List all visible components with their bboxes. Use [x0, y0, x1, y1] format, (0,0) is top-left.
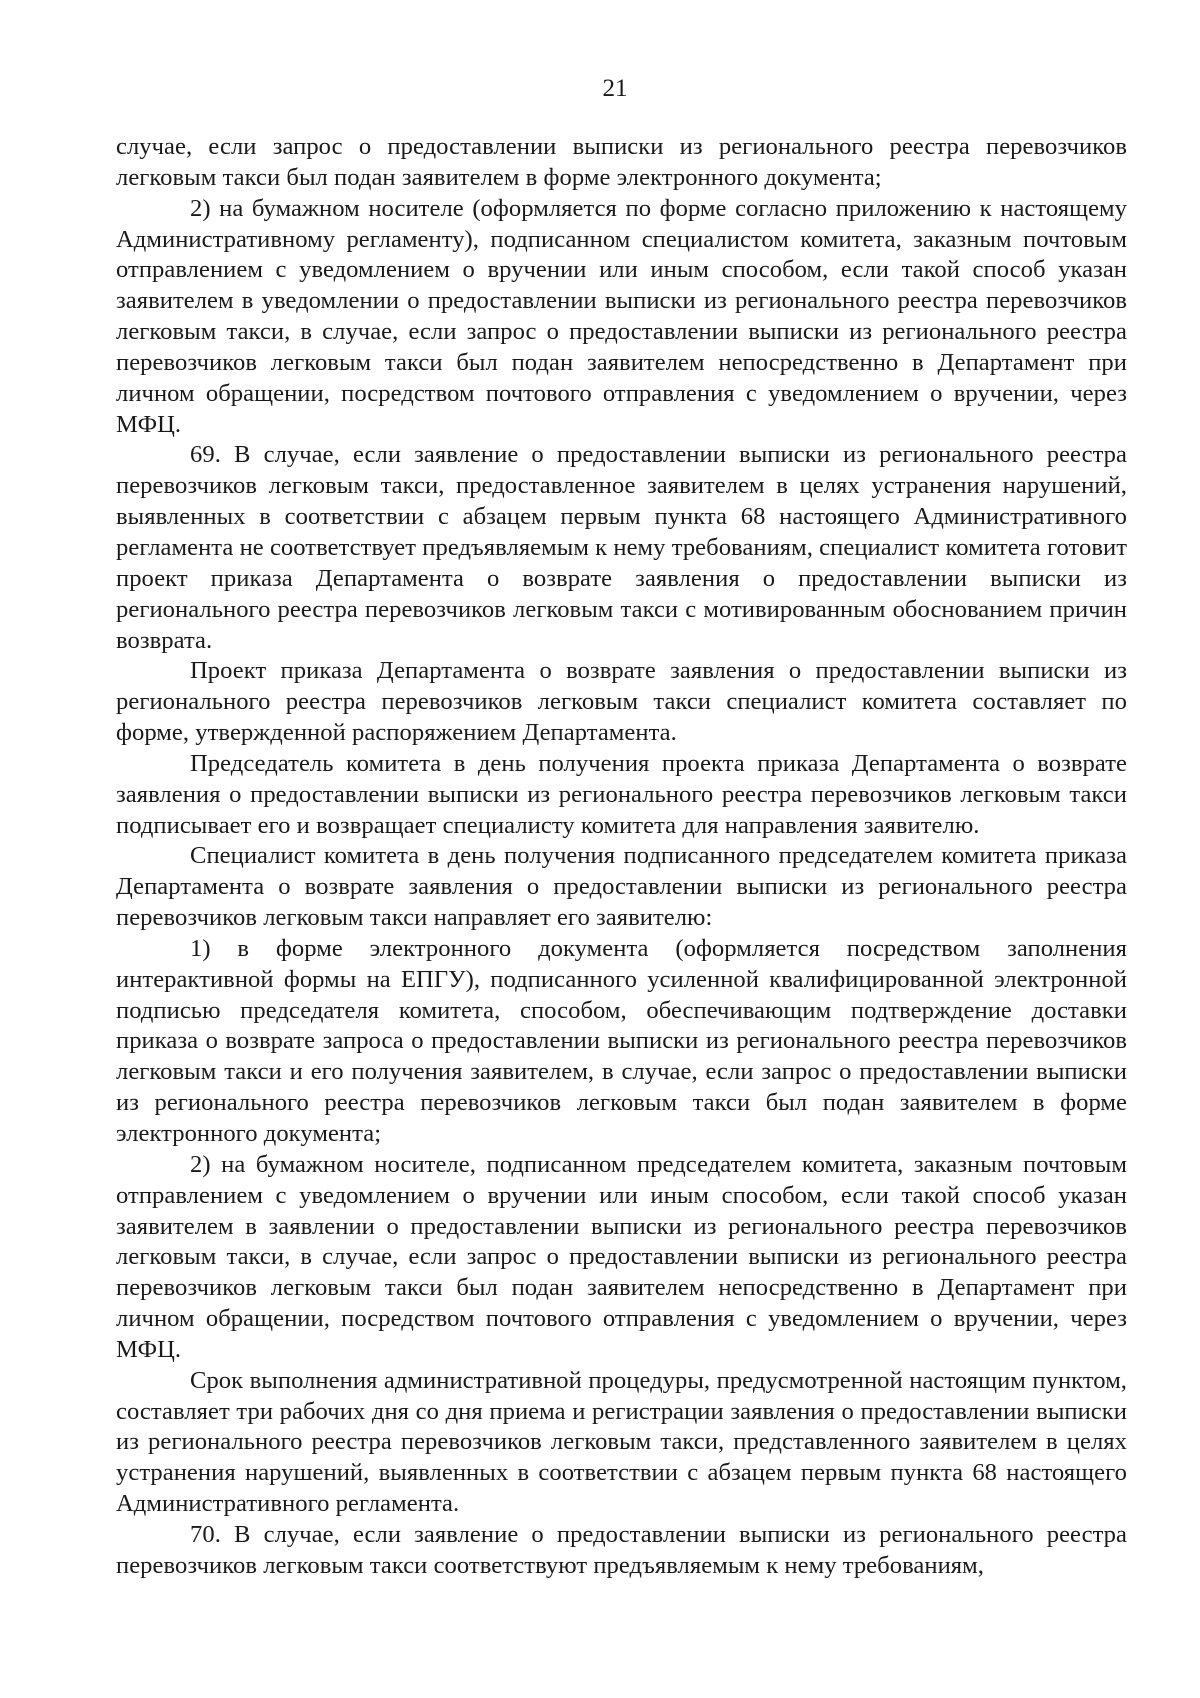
page-number: 21: [602, 75, 628, 102]
document-body: [116, 132, 1127, 1582]
paragraph-chairman: Председатель комитета в день получения проекта приказа Департамента о возврате заявления о предоставлении выписки из регионального реестра перевозчиков легковым такси подписывает его и возвращает специалисту комитета для направления заявителю.: [116, 749, 1127, 839]
paragraph-clause-69: 69. В случае, если заявление о предоставлении выписки из регионального реестра перевозчиков легковым такси, предоставленное заявителем в целях устранения нарушений, выявленных в соответствии с абзацем первым пункта 68 настоящего Административного регламента не соответствует предъявляемым к нему требованиям, специалист комитета готовит проект приказа Департамента о возврате заявления о предоставлении выписки из регионального реестра перевозчиков легковым такси с мотивированным обоснованием причин возврата.: [116, 441, 1127, 654]
paragraph-specialist: Специалист комитета в день получения подписанного председателем комитета приказа Департамента о возврате заявления о предоставлении выписки из регионального реестра перевозчиков легковым такси направляет его заявителю:: [116, 842, 1127, 932]
paragraph-item-2-paper: 2) на бумажном носителе (оформляется по форме согласно приложению к настоящему Административному регламенту), подписанном специалистом комитета, заказным почтовым отправлением с уведомлением о вручении или иным способом, если такой способ указан заявителем в уведомлении о предоставлении выписки из регионального реестра перевозчиков легковым такси, в случае, если запрос о предоставлении выписки из регионального реестра перевозчиков легковым такси был подан заявителем непосредственно в Департамент при личном обращении, посредством почтового отправления с уведомлением о вручении, через МФЦ.: [116, 194, 1127, 438]
paragraph-clause-70: 70. В случае, если заявление о предоставлении выписки из регионального реестра перевозчиков легковым такси соответствуют предъявляемым к нему требованиям,: [116, 1520, 1127, 1579]
paragraph-item-1-electronic: 1) в форме электронного документа (оформляется посредством заполнения интерактивной формы на ЕПГУ), подписанного усиленной квалифицированной электронной подписью председателя комитета, способом, обеспечивающим подтверждение доставки приказа о возврате запроса о предоставлении выписки из регионального реестра перевозчиков легковым такси и его получения заявителем, в случае, если запрос о предоставлении выписки из регионального реестра перевозчиков легковым такси был подан заявителем в форме электронного документа;: [116, 934, 1127, 1147]
paragraph-draft-order: Проект приказа Департамента о возврате заявления о предоставлении выписки из регионального реестра перевозчиков легковым такси специалист комитета составляет по форме, утвержденной распоряжением Департамента.: [116, 657, 1127, 747]
paragraph-deadline: Срок выполнения административной процедуры, предусмотренной настоящим пунктом, составляет три рабочих дня со дня приема и регистрации заявления о предоставлении выписки из регионального реестра перевозчиков легковым такси, представленного заявителем в целях устранения нарушений, выявленных в соответствии с абзацем первым пункта 68 настоящего Административного регламента.: [116, 1366, 1127, 1518]
paragraph-item-2-paper-return: 2) на бумажном носителе, подписанном председателем комитета, заказным почтовым отправлением с уведомлением о вручении или иным способом, если такой способ указан заявителем в заявлении о предоставлении выписки из регионального реестра перевозчиков легковым такси, в случае, если запрос о предоставлении выписки из регионального реестра перевозчиков легковым такси был подан заявителем непосредственно в Департамент при личном обращении, посредством почтового отправления с уведомлением о вручении, через МФЦ.: [116, 1150, 1127, 1363]
paragraph-continuation: случае, если запрос о предоставлении выписки из регионального реестра перевозчиков легковым такси был подан заявителем в форме электронного документа;: [116, 133, 1127, 191]
